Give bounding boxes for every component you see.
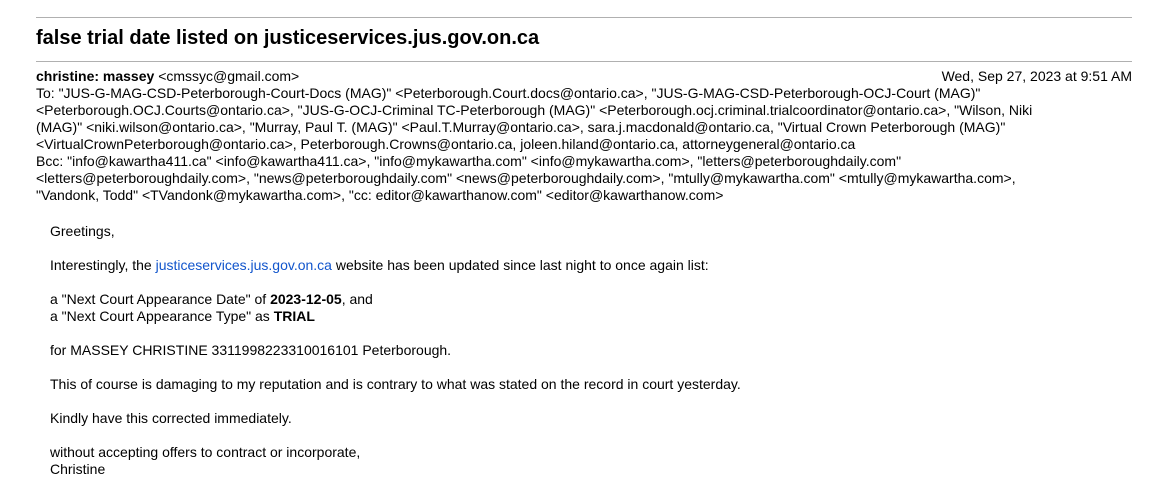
email-body	[50, 223, 1130, 495]
bcc-line: "Vandonk, Todd" <TVandonk@mykawartha.com>, "cc: editor@kawarthanow.com" <editor@kawarthanow.com>	[36, 187, 724, 203]
bcc-text: "info@kawartha411.ca" <info@kawartha411.ca>, "info@mykawartha.com" <info@mykawartha.com>, "letters@peterboroughdaily.com"	[67, 153, 902, 169]
appearance-date: 2023-12-05	[270, 291, 342, 307]
paragraph-request: Kindly have this corrected immediately.	[50, 410, 292, 426]
top-divider	[36, 17, 1132, 18]
paragraph-case: for MASSEY CHRISTINE 3311998223310016101 Peterborough.	[50, 342, 452, 358]
intro-text-end: website has been updated since last night to once again list:	[331, 257, 709, 273]
signature: Christine	[50, 461, 106, 477]
justiceservices-link[interactable]: justiceservices.jus.gov.on.ca	[155, 257, 332, 273]
paragraph-intro	[50, 257, 1130, 274]
email-header	[36, 68, 1132, 204]
bcc-recipients	[36, 153, 1132, 204]
bcc-line	[36, 153, 1132, 170]
sender-email: <cmssyc@gmail.com>	[158, 68, 300, 84]
to-recipients	[36, 85, 1132, 153]
to-text: "JUS-G-MAG-CSD-Peterborough-Court-Docs (MAG)" <Peterborough.Court.docs@ontario.ca>, "JUS-G-MAG-CSD-Peterborough-OCJ-Court (MAG)"	[58, 85, 981, 101]
bcc-line: <letters@peterboroughdaily.com>, "news@peterboroughdaily.com" <news@peterboroughdaily.com>, "mtully@mykawartha.com" <mtully@mykawartha.com>,	[36, 170, 1016, 186]
to-label: To:	[36, 85, 55, 101]
to-line: (MAG)" <niki.wilson@ontario.ca>, "Murray, Paul T. (MAG)" <Paul.T.Murray@ontario.ca>, sara.j.macdonald@ontario.ca, "Virtual Crown Peterborough (MAG)"	[36, 119, 1006, 135]
to-line	[36, 85, 1132, 102]
date-line-start: a "Next Court Appearance Date" of	[50, 291, 271, 307]
email-subject: false trial date listed on justiceservices.jus.gov.on.ca	[36, 27, 540, 49]
intro-text-start: Interestingly, the	[50, 257, 156, 273]
from-row	[36, 68, 1132, 85]
subject-divider	[36, 61, 1132, 62]
paragraph-reputation: This of course is damaging to my reputation and is contrary to what was stated on the record in court yesterday.	[50, 376, 741, 392]
sign-off	[50, 444, 1130, 478]
bcc-label: Bcc:	[36, 153, 64, 169]
greeting: Greetings,	[50, 223, 115, 239]
closing-line: without accepting offers to contract or incorporate,	[50, 444, 361, 460]
to-line: <VirtualCrownPeterborough@ontario.ca>, Peterborough.Crowns@ontario.ca, joleen.hiland@ontario.ca, attorneygeneral@ontario.ca	[36, 136, 856, 152]
type-line-start: a "Next Court Appearance Type" as	[50, 308, 274, 324]
appearance-type: TRIAL	[273, 308, 315, 324]
sender-name: christine: massey	[36, 68, 155, 84]
appearance-details	[50, 291, 1130, 325]
email-date: Wed, Sep 27, 2023 at 9:51 AM	[941, 68, 1132, 84]
to-line: <Peterborough.OCJ.Courts@ontario.ca>, "JUS-G-OCJ-Criminal TC-Peterborough (MAG)" <Peterborough.ocj.criminal.trialcoordinator@ontario.ca>, "Wilson, Niki	[36, 102, 1033, 118]
date-line-end: , and	[341, 291, 373, 307]
